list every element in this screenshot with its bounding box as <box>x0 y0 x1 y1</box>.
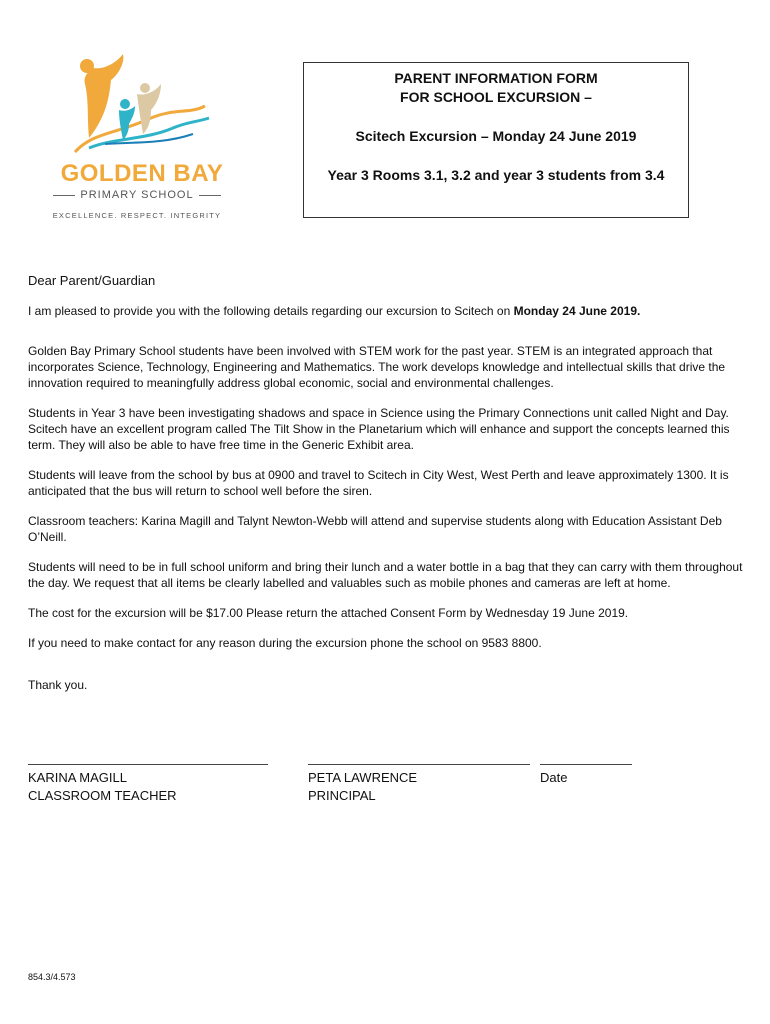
paragraph-supervision: Classroom teachers: Karina Magill and Talynt Newton-Webb will attend and supervise students along with Education Assistant Deb O’Neill. <box>28 514 722 544</box>
letter-body <box>28 273 744 693</box>
date-line <box>540 764 632 765</box>
signature-date <box>540 764 632 787</box>
paragraph-cost: The cost for the excursion will be $17.00 Please return the attached Consent Form by Wednesday 19 June 2019. <box>28 606 629 620</box>
paragraph-stem: Golden Bay Primary School students have been involved with STEM work for the past year. STEM is an integrated approach that incorporates Science, Technology, Engineering and Mathematics. The work develops knowledge and intellectual skills that drive the innovation required to meaningfully address global economic, social and environmental challenges. <box>28 344 726 390</box>
excursion-date-heading: Scitech Excursion – Monday 24 June 2019 <box>355 128 637 144</box>
paragraph-travel: Students will leave from the school by bus at 0900 and travel to Scitech in City West, West Perth and leave approximately 1300. It is anticipated that the bus will return to school well before the siren. <box>28 468 729 498</box>
paragraph-science-unit: Students in Year 3 have been investigating shadows and space in Science using the Primary Connections unit called Night and Day. Scitech have an excellent program called The Tilt Show in the Planetarium which will enhance and support the concepts learned this term. They will also be able to have free time in the Generic Exhibit area. <box>28 406 730 452</box>
intro-date: Monday 24 June 2019. <box>513 304 641 318</box>
logo-subtitle: PRIMARY SCHOOL <box>40 189 234 201</box>
intro-paragraph <box>28 303 744 319</box>
form-title-box <box>303 62 689 218</box>
principal-name: PETA LAWRENCE <box>308 770 418 785</box>
school-logo <box>40 48 240 226</box>
teacher-name: KARINA MAGILL <box>28 770 127 785</box>
closing: Thank you. <box>28 678 88 692</box>
signature-teacher <box>28 764 268 805</box>
logo-school-name: GOLDEN BAY <box>60 160 224 187</box>
principal-role: PRINCIPAL <box>308 788 376 803</box>
paragraph-contact: If you need to make contact for any reason during the excursion phone the school on 9583 8800. <box>28 636 542 650</box>
paragraph-uniform: Students will need to be in full school uniform and bring their lunch and a water bottle in a bag that they can carry with them throughout the day. We request that all items be clearly labelled and valuables such as mobile phones and cameras are left at home. <box>28 560 743 590</box>
greeting: Dear Parent/Guardian <box>28 273 156 288</box>
class-rooms-heading: Year 3 Rooms 3.1, 3.2 and year 3 students from 3.4 <box>327 167 665 183</box>
intro-text: I am pleased to provide you with the following details regarding our excursion to Scitech on <box>28 304 514 318</box>
form-title-line-2: FOR SCHOOL EXCURSION – <box>400 89 592 105</box>
form-title-line-1: PARENT INFORMATION FORM <box>394 70 598 86</box>
signature-principal <box>308 764 530 805</box>
logo-motto: EXCELLENCE. RESPECT. INTEGRITY <box>52 211 222 220</box>
teacher-role: CLASSROOM TEACHER <box>28 788 177 803</box>
date-label: Date <box>540 770 568 785</box>
document-reference: 854.3/4.573 <box>28 972 76 982</box>
signature-line <box>28 764 268 765</box>
signature-line <box>308 764 530 765</box>
school-logo-emblem-icon <box>65 48 215 158</box>
